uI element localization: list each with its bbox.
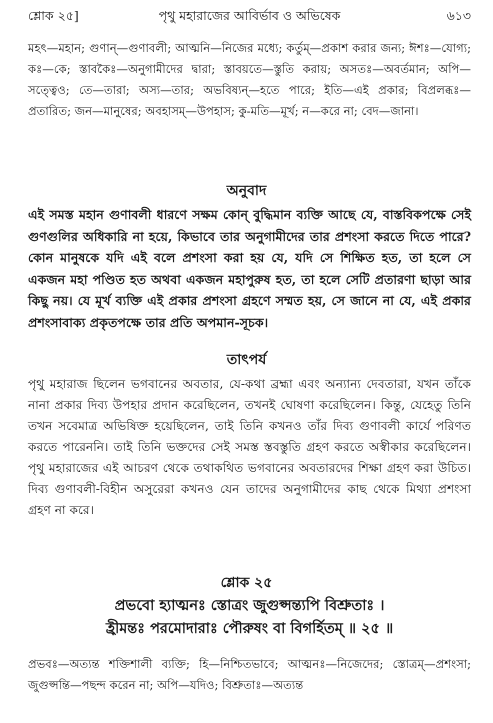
word-meanings-bottom: প্রভবঃ—অত্যন্ত শক্তিশালী ব্যক্তি; হি—নিশ্চিতভাবে; আত্মনঃ—নিজেদের; স্তোত্রম্—প্রশংসা; জুগুপ্সন্তি—পছন্দ করেন না; অপি—যদিও; বিশ্রুতাঃ—অত্যন্ত — [28, 657, 471, 692]
translation-heading: অনুবাদ — [226, 183, 267, 199]
word-meanings-top: মহৎ—মহান; গুণান্—গুণাবলী; আত্মনি—নিজের মধ্যে; কর্তুম্—প্রকাশ করার জন্য; ঈশঃ—যোগ্য; কঃ—কে; স্তাবকৈঃ—অনুগামীদের দ্বারা; স্তাবয়তে—স্তুতি করায়; অসতঃ—অবর্তমান; অপি—সত্ত্বেও; তে—তারা; অস্য—তার; অভবিষ্যন্—হতে পারে; ইতি—এই প্রকার; বিপ্রলব্ধঃ—প্রতারিত; জন—মানুষের; অবহাসম্—উপহাস; কু-মতি—মূর্খ; ন—করে না; বেদ—জানা। — [28, 41, 471, 118]
purport-heading: তাৎপর্য — [226, 352, 267, 368]
verse-reference: শ্লোক ২৫] — [28, 8, 79, 23]
page-number: ৬১৩ — [446, 8, 471, 23]
translation-text: এই সমস্ত মহান গুণাবলী ধারণে সক্ষম কোন্ বুদ্ধিমান ব্যক্তি আছে যে, বাস্তবিকপক্ষে সেই গুণগুলির অধিকারি না হয়ে, কিভাবে তার অনুগামীদের তার প্রশংসা করতে দিতে পারে? কোন মানুষকে যদি এই বলে প্রশংসা করা হয় যে, যদি সে শিক্ষিত হত, তা হলে সে একজন মহা পণ্ডিত হত অথবা একজন মহাপুরুষ হত, তা হলে সেটি প্রতারণা ছাড়া আর কিছু নয়। যে মূর্খ ব্যক্তি এই প্রকার প্রশংসা গ্রহণে সম্মত হয়, সে জানে না যে, এই প্রকার প্রশংসাবাক্য প্রকৃতপক্ষে তার প্রতি অপমান-সূচক। — [28, 207, 471, 330]
verse-line-1: প্রভবো হ্যাত্মনঃ স্তোত্রং জুগুপ্সন্ত্যপি বিশ্রুতাঃ । — [114, 597, 385, 614]
verse-line-2: হ্রীমন্তঃ পরমোদারাঃ পৌরুষং বা বিগর্হিতম্ ॥ ২৫ ॥ — [105, 620, 394, 637]
running-header — [28, 8, 471, 30]
verse-number: শ্লোক ২৫ — [220, 575, 273, 591]
chapter-title: পৃথু মহারাজের আবির্ভাব ও অভিষেক — [158, 8, 341, 23]
sanskrit-verse — [28, 594, 471, 640]
purport-text: পৃথু মহারাজ ছিলেন ভগবানের অবতার, যে-কথা ব্রহ্মা এবং অন্যান্য দেবতারা, যখন তাঁকে নানা প্রকার দিব্য উপহার প্রদান করেছিলেন, তখনই ঘোষণা করেছিলেন। কিন্তু, যেহেতু তিনি তখন সবেমাত্র অভিষিক্ত হয়েছিলেন, তাই তিনি কখনও তাঁর দিব্য গুণাবলী কার্যে পরিণত করতে পারেননি। তাই তিনি ভক্তদের সেই সমস্ত স্তবস্তুতি গ্রহণ করতে অস্বীকার করেছিলেন। পৃথু মহারাজের এই আচরণ থেকে তথাকথিত ভগবানের অবতারদের শিক্ষা গ্রহণ করা উচিত। দিব্য গুণাবলী-বিহীন অসুরেরা কখনও যেন তাদের অনুগামীদের কাছ থেকে মিথ্যা প্রশংসা গ্রহণ না করে। — [28, 377, 471, 517]
